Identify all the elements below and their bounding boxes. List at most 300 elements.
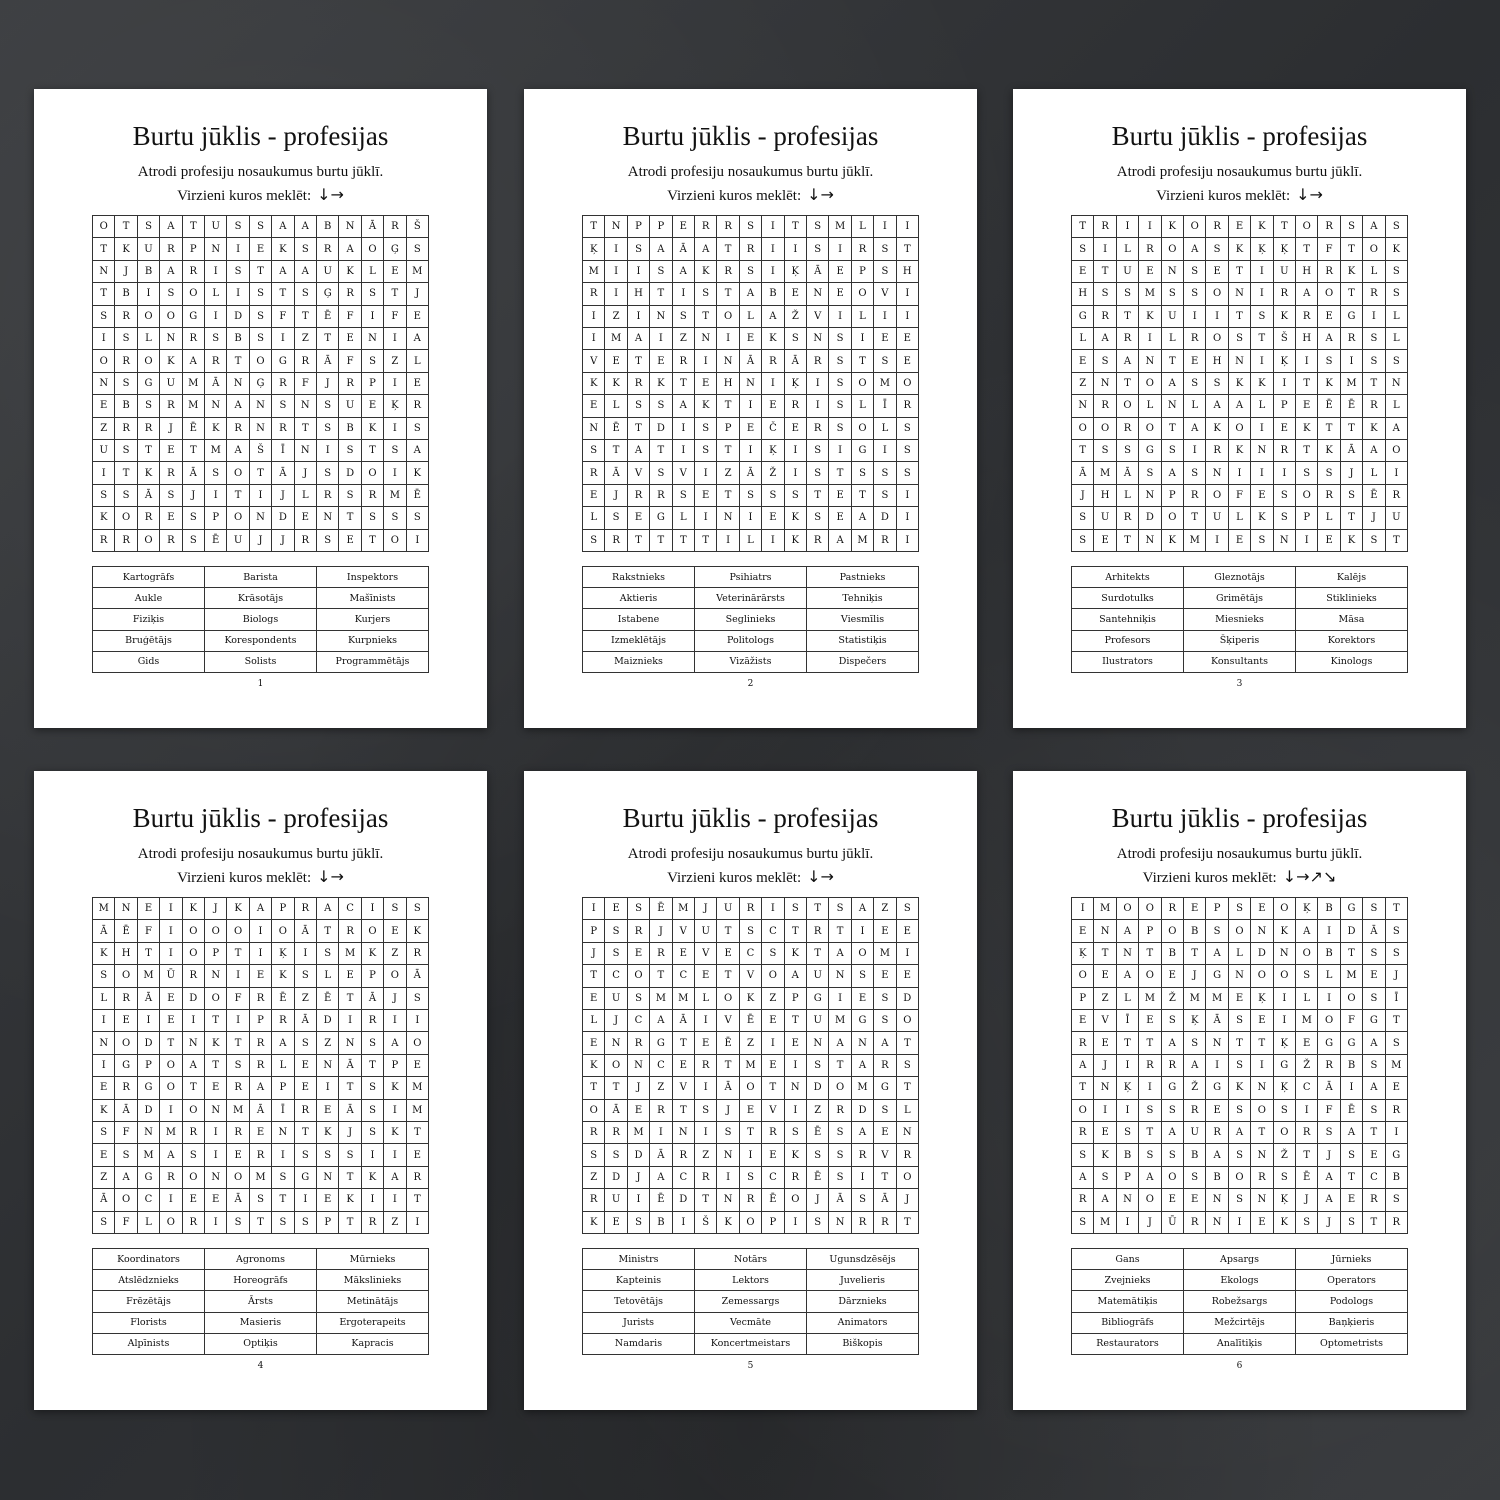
grid-letter: V: [762, 1100, 784, 1122]
grid-letter: D: [673, 1189, 695, 1211]
grid-letter: S: [1274, 507, 1296, 529]
grid-letter: A: [829, 1032, 851, 1054]
grid-letter: T: [695, 530, 717, 552]
grid-letter: S: [1229, 1010, 1251, 1032]
grid-letter: O: [115, 1032, 137, 1054]
grid-letter: D: [628, 1144, 650, 1166]
grid-letter: F: [1229, 485, 1251, 507]
grid-letter: R: [695, 1055, 717, 1077]
word-list-item: Fiziķis: [93, 609, 205, 630]
grid-letter: A: [852, 1055, 874, 1077]
grid-letter: Ķ: [1072, 943, 1094, 965]
grid-letter: K: [1139, 306, 1161, 328]
grid-letter: E: [695, 1032, 717, 1054]
directions-label: Virzieni kuros meklēt:: [667, 870, 802, 886]
letter-grid: [92, 215, 429, 552]
grid-letter: O: [717, 988, 739, 1010]
grid-letter: T: [1229, 1032, 1251, 1054]
grid-letter: S: [1363, 328, 1385, 350]
grid-letter: S: [650, 261, 672, 283]
grid-letter: T: [1162, 418, 1184, 440]
grid-letter: M: [1184, 530, 1206, 552]
grid-letter: I: [897, 530, 919, 552]
grid-letter: A: [1094, 1189, 1116, 1211]
grid-letter: S: [807, 1212, 829, 1234]
grid-letter: I: [93, 462, 115, 484]
grid-letter: R: [628, 920, 650, 942]
grid-letter: S: [227, 1055, 249, 1077]
word-list-item: Korektors: [1296, 631, 1408, 652]
word-list-item: Notārs: [695, 1249, 807, 1270]
grid-letter: P: [205, 507, 227, 529]
grid-letter: T: [897, 1032, 919, 1054]
grid-letter: R: [115, 306, 137, 328]
grid-letter: P: [362, 965, 384, 987]
grid-letter: T: [384, 283, 406, 305]
grid-letter: E: [93, 1077, 115, 1099]
grid-letter: Ģ: [384, 238, 406, 260]
grid-letter: A: [650, 238, 672, 260]
grid-letter: I: [583, 898, 605, 920]
grid-letter: P: [1296, 507, 1318, 529]
word-list: [92, 566, 429, 673]
grid-letter: R: [1117, 507, 1139, 529]
page-number: 6: [1236, 1361, 1243, 1371]
grid-letter: O: [1386, 440, 1408, 462]
grid-letter: A: [160, 261, 182, 283]
grid-letter: I: [740, 440, 762, 462]
grid-letter: U: [317, 261, 339, 283]
grid-letter: Ē: [407, 485, 429, 507]
grid-letter: L: [1117, 485, 1139, 507]
grid-letter: S: [1341, 485, 1363, 507]
grid-letter: M: [1296, 1010, 1318, 1032]
grid-letter: U: [1117, 261, 1139, 283]
word-list-item: Profesors: [1072, 631, 1184, 652]
grid-letter: I: [384, 373, 406, 395]
word-list-item: Podologs: [1296, 1291, 1408, 1312]
grid-letter: E: [605, 1212, 627, 1234]
grid-letter: R: [1386, 485, 1408, 507]
puzzle-page: [1013, 771, 1466, 1410]
grid-letter: K: [93, 507, 115, 529]
grid-letter: N: [93, 1032, 115, 1054]
grid-letter: T: [829, 462, 851, 484]
grid-letter: E: [605, 350, 627, 372]
word-list-item: Barista: [205, 567, 317, 588]
grid-letter: Ā: [295, 1010, 317, 1032]
grid-letter: F: [384, 306, 406, 328]
grid-letter: A: [160, 216, 182, 238]
grid-letter: T: [717, 1055, 739, 1077]
grid-letter: Ā: [740, 462, 762, 484]
grid-letter: S: [407, 507, 429, 529]
grid-letter: I: [160, 943, 182, 965]
grid-letter: R: [272, 1010, 294, 1032]
grid-letter: I: [605, 261, 627, 283]
grid-letter: T: [1139, 943, 1161, 965]
grid-letter: I: [384, 1100, 406, 1122]
grid-letter: K: [1296, 418, 1318, 440]
grid-letter: V: [807, 306, 829, 328]
grid-letter: O: [250, 350, 272, 372]
grid-letter: O: [384, 530, 406, 552]
grid-letter: E: [673, 1055, 695, 1077]
grid-letter: O: [407, 1032, 429, 1054]
grid-letter: T: [1229, 306, 1251, 328]
grid-letter: L: [897, 1100, 919, 1122]
grid-letter: Ā: [829, 1189, 851, 1211]
grid-letter: A: [1162, 1032, 1184, 1054]
grid-letter: M: [407, 261, 429, 283]
grid-letter: O: [1139, 418, 1161, 440]
grid-letter: Ā: [362, 216, 384, 238]
grid-letter: L: [740, 306, 762, 328]
grid-letter: R: [362, 485, 384, 507]
grid-letter: I: [1274, 988, 1296, 1010]
grid-letter: E: [605, 898, 627, 920]
grid-letter: O: [115, 1189, 137, 1211]
grid-letter: R: [1072, 1189, 1094, 1211]
puzzle-page: [34, 89, 487, 728]
word-list-item: Alpīnists: [93, 1334, 205, 1355]
grid-letter: D: [272, 507, 294, 529]
grid-letter: D: [339, 462, 361, 484]
grid-letter: T: [650, 440, 672, 462]
grid-letter: T: [897, 1212, 919, 1234]
grid-letter: C: [762, 1167, 784, 1189]
grid-letter: Ā: [407, 965, 429, 987]
grid-letter: I: [695, 1077, 717, 1099]
grid-letter: M: [205, 440, 227, 462]
word-list-item: Juvelieris: [807, 1270, 919, 1291]
grid-letter: T: [1117, 1032, 1139, 1054]
grid-letter: E: [874, 920, 896, 942]
grid-letter: T: [1341, 283, 1363, 305]
grid-letter: I: [384, 1010, 406, 1032]
grid-letter: D: [1139, 507, 1161, 529]
grid-letter: J: [384, 988, 406, 1010]
grid-letter: L: [1229, 507, 1251, 529]
grid-letter: Z: [740, 1032, 762, 1054]
grid-letter: S: [317, 462, 339, 484]
grid-letter: N: [250, 395, 272, 417]
grid-letter: B: [1206, 1167, 1228, 1189]
grid-letter: S: [407, 418, 429, 440]
grid-letter: Ķ: [1117, 1077, 1139, 1099]
grid-letter: N: [1251, 1077, 1273, 1099]
grid-letter: E: [673, 943, 695, 965]
grid-letter: N: [1162, 261, 1184, 283]
grid-letter: S: [1386, 261, 1408, 283]
word-list-item: Ergoterapeits: [317, 1313, 429, 1334]
grid-letter: T: [717, 920, 739, 942]
grid-letter: K: [339, 261, 361, 283]
word-list-item: Jurists: [583, 1313, 695, 1334]
grid-letter: L: [740, 530, 762, 552]
grid-letter: I: [1206, 1055, 1228, 1077]
grid-letter: K: [362, 943, 384, 965]
grid-letter: I: [807, 373, 829, 395]
grid-letter: A: [1363, 1077, 1385, 1099]
grid-letter: R: [740, 238, 762, 260]
grid-letter: A: [250, 898, 272, 920]
grid-letter: J: [1184, 965, 1206, 987]
grid-letter: O: [1229, 920, 1251, 942]
grid-letter: T: [93, 238, 115, 260]
grid-letter: A: [272, 1032, 294, 1054]
grid-letter: O: [1072, 1100, 1094, 1122]
grid-letter: R: [1206, 440, 1228, 462]
grid-letter: Ā: [650, 1144, 672, 1166]
grid-letter: E: [1072, 1010, 1094, 1032]
grid-letter: T: [583, 216, 605, 238]
grid-letter: E: [583, 485, 605, 507]
grid-letter: E: [1318, 306, 1340, 328]
grid-letter: N: [1206, 1032, 1228, 1054]
grid-letter: T: [1117, 530, 1139, 552]
grid-letter: Z: [295, 328, 317, 350]
grid-letter: N: [1229, 965, 1251, 987]
grid-letter: I: [1229, 1212, 1251, 1234]
grid-letter: Ā: [339, 1055, 361, 1077]
page-number: 5: [747, 1361, 754, 1371]
grid-letter: V: [874, 283, 896, 305]
grid-letter: C: [339, 898, 361, 920]
grid-letter: P: [205, 943, 227, 965]
grid-letter: S: [874, 261, 896, 283]
grid-letter: S: [1274, 1100, 1296, 1122]
grid-letter: S: [384, 507, 406, 529]
grid-letter: I: [384, 462, 406, 484]
grid-letter: O: [160, 1055, 182, 1077]
grid-letter: H: [1072, 283, 1094, 305]
grid-letter: E: [897, 920, 919, 942]
grid-letter: A: [628, 440, 650, 462]
grid-letter: K: [183, 898, 205, 920]
grid-letter: K: [339, 1189, 361, 1211]
grid-letter: I: [93, 1010, 115, 1032]
grid-letter: I: [1318, 988, 1340, 1010]
grid-letter: Z: [673, 328, 695, 350]
grid-letter: S: [874, 1010, 896, 1032]
grid-letter: N: [1117, 943, 1139, 965]
grid-letter: U: [1184, 1122, 1206, 1144]
grid-letter: J: [160, 418, 182, 440]
grid-letter: S: [852, 965, 874, 987]
grid-letter: R: [740, 898, 762, 920]
grid-letter: Ē: [1341, 1100, 1363, 1122]
grid-letter: R: [874, 1212, 896, 1234]
grid-letter: I: [785, 440, 807, 462]
grid-letter: V: [717, 1010, 739, 1032]
grid-letter: Ā: [227, 1189, 249, 1211]
grid-letter: K: [1318, 373, 1340, 395]
grid-letter: R: [160, 462, 182, 484]
grid-letter: H: [1094, 485, 1116, 507]
grid-letter: T: [1184, 507, 1206, 529]
grid-letter: Z: [295, 988, 317, 1010]
grid-letter: N: [740, 373, 762, 395]
grid-letter: G: [295, 1167, 317, 1189]
grid-letter: S: [1117, 283, 1139, 305]
grid-letter: S: [250, 1189, 272, 1211]
grid-letter: Z: [384, 350, 406, 372]
word-list-item: Politologs: [695, 631, 807, 652]
grid-letter: M: [138, 1144, 160, 1166]
grid-letter: R: [583, 1189, 605, 1211]
grid-letter: R: [1274, 283, 1296, 305]
grid-letter: R: [807, 418, 829, 440]
grid-letter: R: [628, 485, 650, 507]
grid-letter: O: [628, 965, 650, 987]
grid-letter: N: [1206, 462, 1228, 484]
word-list-item: Gans: [1072, 1249, 1184, 1270]
grid-letter: S: [115, 373, 137, 395]
grid-letter: M: [740, 1055, 762, 1077]
grid-letter: N: [272, 1122, 294, 1144]
word-list-item: Optiķis: [205, 1334, 317, 1355]
grid-letter: E: [1072, 261, 1094, 283]
grid-letter: M: [583, 261, 605, 283]
grid-letter: Ī: [272, 440, 294, 462]
grid-letter: T: [272, 1189, 294, 1211]
grid-letter: L: [1318, 965, 1340, 987]
grid-letter: T: [807, 898, 829, 920]
grid-letter: L: [1117, 988, 1139, 1010]
grid-letter: S: [183, 530, 205, 552]
grid-letter: R: [897, 1144, 919, 1166]
grid-letter: N: [1206, 1212, 1228, 1234]
word-list-item: Ekologs: [1184, 1270, 1296, 1291]
grid-letter: L: [138, 1212, 160, 1234]
word-list-item: Gleznotājs: [1184, 567, 1296, 588]
grid-letter: T: [673, 1032, 695, 1054]
grid-letter: U: [1094, 507, 1116, 529]
grid-letter: R: [1206, 1122, 1228, 1144]
grid-letter: S: [1386, 1032, 1408, 1054]
grid-letter: T: [362, 440, 384, 462]
grid-letter: S: [317, 1144, 339, 1166]
grid-letter: T: [1296, 238, 1318, 260]
grid-letter: J: [295, 462, 317, 484]
grid-letter: Ā: [1206, 1010, 1228, 1032]
grid-letter: F: [138, 920, 160, 942]
word-list-item: Kapracis: [317, 1334, 429, 1355]
word-list-item: Koordinators: [93, 1249, 205, 1270]
grid-letter: M: [673, 988, 695, 1010]
grid-letter: V: [740, 965, 762, 987]
grid-letter: N: [205, 395, 227, 417]
grid-letter: A: [1184, 1055, 1206, 1077]
grid-letter: C: [1363, 1167, 1385, 1189]
grid-letter: E: [740, 1100, 762, 1122]
grid-letter: R: [250, 1032, 272, 1054]
grid-letter: R: [339, 373, 361, 395]
grid-letter: J: [407, 283, 429, 305]
grid-letter: T: [628, 418, 650, 440]
grid-letter: B: [339, 418, 361, 440]
grid-letter: S: [295, 1032, 317, 1054]
grid-letter: E: [295, 1077, 317, 1099]
grid-letter: K: [227, 898, 249, 920]
grid-letter: S: [1229, 1189, 1251, 1211]
grid-letter: S: [740, 216, 762, 238]
grid-letter: T: [295, 306, 317, 328]
grid-letter: M: [829, 1010, 851, 1032]
grid-letter: G: [1162, 1077, 1184, 1099]
grid-letter: E: [1184, 350, 1206, 372]
direction-arrows-icon: ↓→: [1296, 185, 1323, 204]
grid-letter: G: [115, 1055, 137, 1077]
grid-letter: N: [1139, 530, 1161, 552]
grid-letter: S: [605, 943, 627, 965]
grid-letter: S: [138, 216, 160, 238]
grid-letter: R: [1363, 1189, 1385, 1211]
grid-letter: N: [317, 1055, 339, 1077]
puzzle-page: [524, 771, 977, 1410]
grid-letter: I: [673, 418, 695, 440]
grid-letter: Ž: [1274, 1144, 1296, 1166]
grid-letter: N: [717, 350, 739, 372]
grid-letter: I: [897, 507, 919, 529]
word-list-item: Viesmīlis: [807, 609, 919, 630]
grid-letter: Ķ: [1274, 350, 1296, 372]
grid-letter: R: [1341, 328, 1363, 350]
grid-letter: T: [673, 530, 695, 552]
grid-letter: Ē: [1296, 1167, 1318, 1189]
grid-letter: B: [1318, 943, 1340, 965]
grid-letter: E: [1184, 1189, 1206, 1211]
grid-letter: T: [717, 440, 739, 462]
grid-letter: Z: [1094, 988, 1116, 1010]
grid-letter: I: [227, 965, 249, 987]
grid-letter: E: [1251, 1010, 1273, 1032]
grid-letter: R: [785, 1167, 807, 1189]
grid-letter: O: [1274, 965, 1296, 987]
grid-letter: S: [829, 328, 851, 350]
grid-letter: V: [583, 350, 605, 372]
word-list-item: Operators: [1296, 1270, 1408, 1291]
grid-letter: Ķ: [583, 238, 605, 260]
grid-letter: E: [762, 1010, 784, 1032]
search-directions: [34, 867, 487, 887]
grid-letter: I: [1296, 350, 1318, 372]
instructions-text: Atrodi profesiju nosaukumus burtu jūklī.: [627, 846, 874, 862]
grid-letter: S: [874, 1100, 896, 1122]
word-list-item: Vecmāte: [695, 1313, 807, 1334]
word-list-item: Stiklinieks: [1296, 588, 1408, 609]
grid-letter: S: [605, 920, 627, 942]
grid-letter: T: [695, 306, 717, 328]
grid-letter: S: [897, 418, 919, 440]
word-list-item: Bruģētājs: [93, 631, 205, 652]
grid-letter: R: [1184, 485, 1206, 507]
grid-letter: R: [1184, 1212, 1206, 1234]
grid-letter: M: [227, 1100, 249, 1122]
grid-letter: R: [785, 395, 807, 417]
page-title: Burtu jūklis - profesijas: [1111, 121, 1368, 151]
grid-letter: R: [650, 485, 672, 507]
grid-letter: N: [1229, 350, 1251, 372]
grid-letter: O: [1094, 418, 1116, 440]
grid-letter: T: [1251, 328, 1273, 350]
grid-letter: H: [115, 943, 137, 965]
grid-letter: R: [93, 530, 115, 552]
grid-letter: O: [160, 306, 182, 328]
letter-grid: [1071, 897, 1408, 1234]
grid-letter: I: [1274, 373, 1296, 395]
